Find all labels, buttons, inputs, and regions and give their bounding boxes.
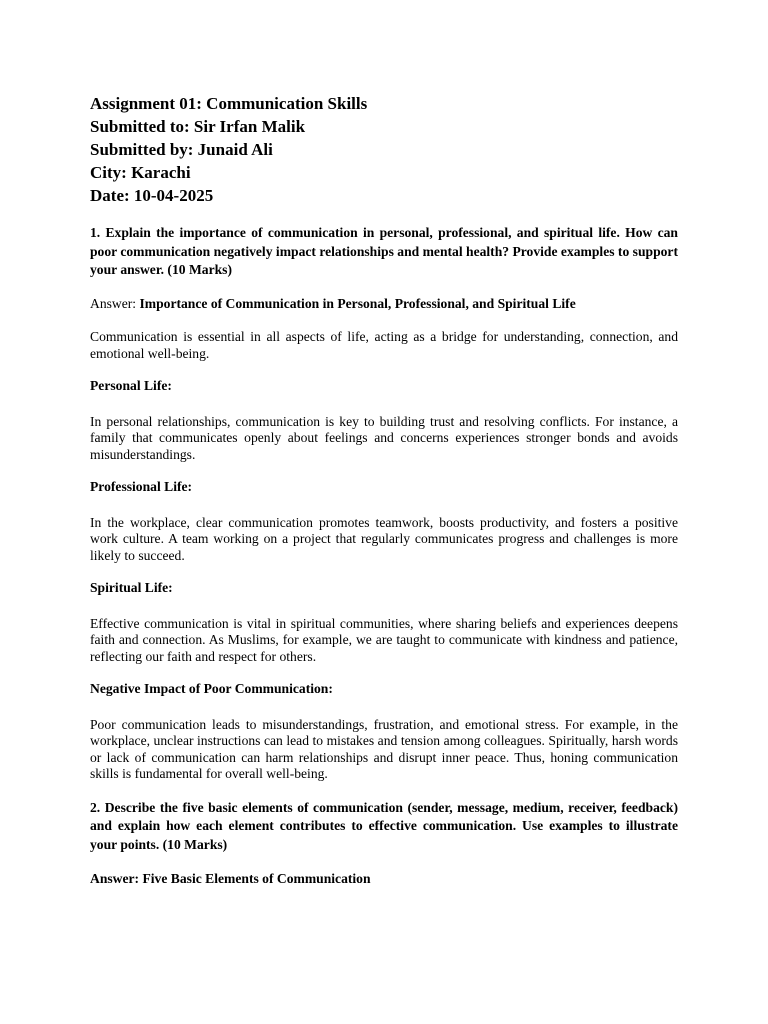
answer-prefix: Answer:	[90, 295, 140, 311]
submitted-to: Submitted to: Sir Irfan Malik	[90, 117, 306, 136]
document-page	[90, 92, 678, 888]
answer-1-heading	[90, 296, 678, 313]
answer-1-title: Importance of Communication in Personal, Professional, and Spiritual Life	[139, 295, 576, 311]
professional-life-text: In the workplace, clear communication promotes teamwork, boosts productivity, and fosters a positive work culture. A team working on a project that regularly communicates progress and challenges is more likely to succeed.	[90, 514, 678, 563]
spiritual-life-heading: Spiritual Life:	[90, 580, 173, 595]
spiritual-life-text: Effective communication is vital in spiritual communities, where sharing beliefs and experiences deepens faith and connection. As Muslims, for example, we are taught to communicate with kindness and patience, reflecting our faith and respect for others.	[90, 615, 678, 664]
negative-impact-text: Poor communication leads to misunderstandings, frustration, and emotional stress. For example, in the workplace, unclear instructions can lead to mistakes and tension among colleagues. Spiritually, harsh words or lack of communication can harm relationships and disrupt inner peace. Thus, honing communication skills is fundamental for overall well-being.	[90, 716, 678, 781]
city: City: Karachi	[90, 163, 191, 182]
question-1: 1. Explain the importance of communication in personal, professional, and spiritual life. How can poor communication negatively impact relationships and mental health? Provide examples to support your answer. (10 Marks)	[90, 225, 678, 277]
document-header	[90, 92, 678, 207]
assignment-title: Assignment 01: Communication Skills	[90, 94, 368, 113]
question-2: 2. Describe the five basic elements of communication (sender, message, medium, receiver, feedback) and explain how each element contributes to effective communication. Use examples to illustrate your points. (10 Marks)	[90, 799, 678, 852]
negative-impact-heading: Negative Impact of Poor Communication:	[90, 681, 333, 696]
submitted-by: Submitted by: Junaid Ali	[90, 140, 273, 159]
personal-life-heading: Personal Life:	[90, 378, 172, 393]
date: Date: 10-04-2025	[90, 186, 214, 205]
answer-2-title: Answer: Five Basic Elements of Communication	[90, 871, 371, 886]
answer-1-intro: Communication is essential in all aspects of life, acting as a bridge for understanding, connection, and emotional well-being.	[90, 329, 678, 361]
personal-life-text: In personal relationships, communication is key to building trust and resolving conflicts. For instance, a family that communicates openly about feelings and concerns experiences stronger bonds and avoids misunderstandings.	[90, 413, 678, 462]
professional-life-heading: Professional Life:	[90, 479, 193, 494]
